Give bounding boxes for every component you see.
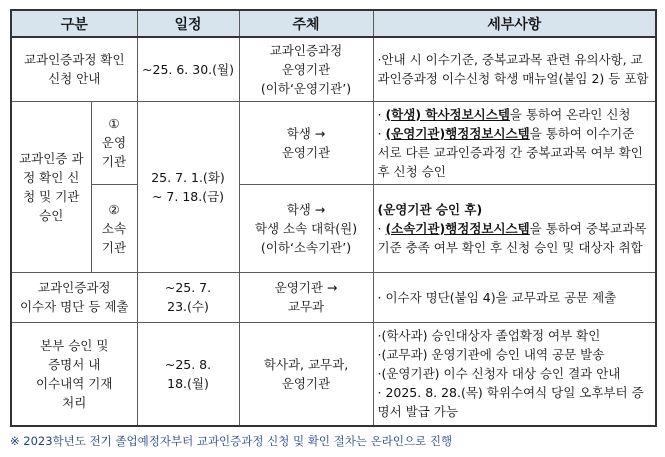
- row2-details2-rest: 을 통하여 중복교과목 기준 충족 여부 확인 후 신청 승인 및 대상자 취합: [377, 220, 647, 255]
- row2-subject1-line: 학생 →: [286, 125, 326, 141]
- row2-sub1-num: ①: [108, 116, 120, 131]
- row1-date: ~25. 6. 30.(월): [137, 37, 239, 101]
- row2-subject2-line: (이하‘소속기관’): [260, 239, 352, 255]
- row4-category-line: 본부 승인 및: [40, 337, 109, 353]
- row1-subject-line: 교과인증과정: [269, 42, 343, 58]
- header-row: [11, 10, 656, 37]
- row1-category: 교과인증과정 확인 신청 안내: [11, 37, 137, 101]
- row4-detail-item: ·(운영기관) 이수 신청자 대상 승인 결과 안내: [377, 366, 621, 382]
- schedule-table: [10, 9, 657, 427]
- row2-details2: [373, 184, 656, 272]
- row3-subject: [239, 272, 373, 322]
- row1-subject: [239, 37, 373, 101]
- row4-detail-item: · 2025. 8. 28.(목) 학위수여식 당일 오후부터 증명서 발급 가능: [377, 385, 644, 420]
- row4-category-line: 처리: [62, 394, 87, 410]
- row3-date: [137, 272, 239, 322]
- row4-subject: [239, 322, 373, 426]
- row2-date-line: 25. 7. 1.(화): [151, 169, 225, 185]
- row3-details: · 이수자 명단(붙임 4)을 교무과로 공문 제출: [373, 272, 656, 322]
- row2-subject2: [239, 184, 373, 272]
- row3-subject-line: 운영기관 →: [274, 280, 338, 295]
- row2-subject1-line: 운영기관: [281, 144, 331, 160]
- row3-category: [11, 272, 137, 322]
- row4-detail-item: ·(학사과) 승인대상자 졸업확정 여부 확인: [377, 328, 601, 344]
- row4-category-line: 증명서 내: [48, 356, 101, 372]
- row2-details1: [373, 101, 656, 184]
- row4-details: [373, 322, 656, 426]
- header-details: 세부사항: [373, 10, 656, 37]
- table-row: [11, 272, 656, 322]
- row1-subject-line: 운영기관: [281, 61, 331, 77]
- table-row: [11, 184, 656, 272]
- row2-details2-bold: (소속기관)행정정보시스템: [385, 220, 530, 236]
- row4-subject-line: 학사과, 교무과,: [263, 356, 349, 372]
- row2-category: 교과인증 과정 확인 신청 및 기관승인: [11, 101, 91, 272]
- row3-category-line: 이수자 명단 등 제출: [19, 299, 129, 314]
- row2-details1-a-rest: 을 통하여 온라인 신청: [509, 106, 631, 122]
- row2-subject2-line: 학생 소속 대학(원): [254, 220, 358, 236]
- row2-sub1: [91, 101, 137, 184]
- row1-subject-line: (이하‘운영기관’): [260, 80, 352, 96]
- row4-category: [11, 322, 137, 426]
- row4-subject-line: 운영기관: [281, 375, 331, 391]
- row2-date: [137, 101, 239, 272]
- row2-details2-head: (운영기관 승인 후): [377, 201, 483, 217]
- table-row: [11, 322, 656, 426]
- row4-category-line: 이수내역 기재: [36, 375, 113, 391]
- row2-details1-a-bold: (학생) 학사정보시스템: [385, 106, 510, 122]
- row2-details1-item: · (운영기관)행정정보시스템을 통하여 이수기준 서로 다른 교과인증과정 간 중복교과목 여부 확인 후 신청 승인: [377, 125, 643, 179]
- row2-sub2-num: ②: [108, 201, 120, 217]
- row4-date-line: 18.(월): [167, 375, 209, 391]
- row2-details2-item: · (소속기관)행정정보시스템을 통하여 중복교과목 기준 충족 여부 확인 후 신청 승인 및 대상자 취합: [377, 220, 647, 255]
- row3-date-line: 23.(수): [167, 299, 209, 314]
- row4-date-line: ~25. 8.: [164, 356, 212, 372]
- row2-sub2-label: 소속 기관: [101, 220, 127, 255]
- row2-sub2: [91, 184, 137, 272]
- header-category: 구분: [11, 10, 137, 37]
- row2-date-line: ~ 7. 18.(금): [151, 188, 225, 204]
- header-subject: 주체: [239, 10, 373, 37]
- row2-sub1-label: 운영 기관: [101, 135, 127, 169]
- row2-subject1: [239, 101, 373, 184]
- footnote: ※ 2023학년도 전기 졸업예정자부터 교과인증과정 신청 및 확인 절차는 온라인으로 진행: [10, 434, 453, 448]
- row2-details1-item: · (학생) 학사정보시스템을 통하여 온라인 신청: [377, 106, 631, 122]
- row2-details1-b-bold: (운영기관)행정정보시스템: [385, 125, 530, 141]
- table-row: [11, 37, 656, 101]
- row3-date-line: ~25. 7.: [164, 280, 212, 295]
- row3-subject-line: 교무과: [287, 299, 325, 314]
- row1-details: ·안내 시 이수기준, 중복교과목 관련 유의사항, 교과인증과정 이수신청 학생 매뉴얼(붙임 2) 등 포함: [373, 37, 656, 101]
- row4-detail-item: ·(교무과) 운영기관에 승인 내역 공문 발송: [377, 347, 605, 363]
- row2-subject2-line: 학생 →: [286, 201, 326, 217]
- header-date: 일정: [137, 10, 239, 37]
- row3-category-line: 교과인증과정: [38, 280, 111, 295]
- row2-details1-b-rest: 을 통하여 이수기준 서로 다른 교과인증과정 간 중복교과목 여부 확인 후 신청 승인: [377, 125, 643, 179]
- row4-date: [137, 322, 239, 426]
- table-row: [11, 101, 656, 184]
